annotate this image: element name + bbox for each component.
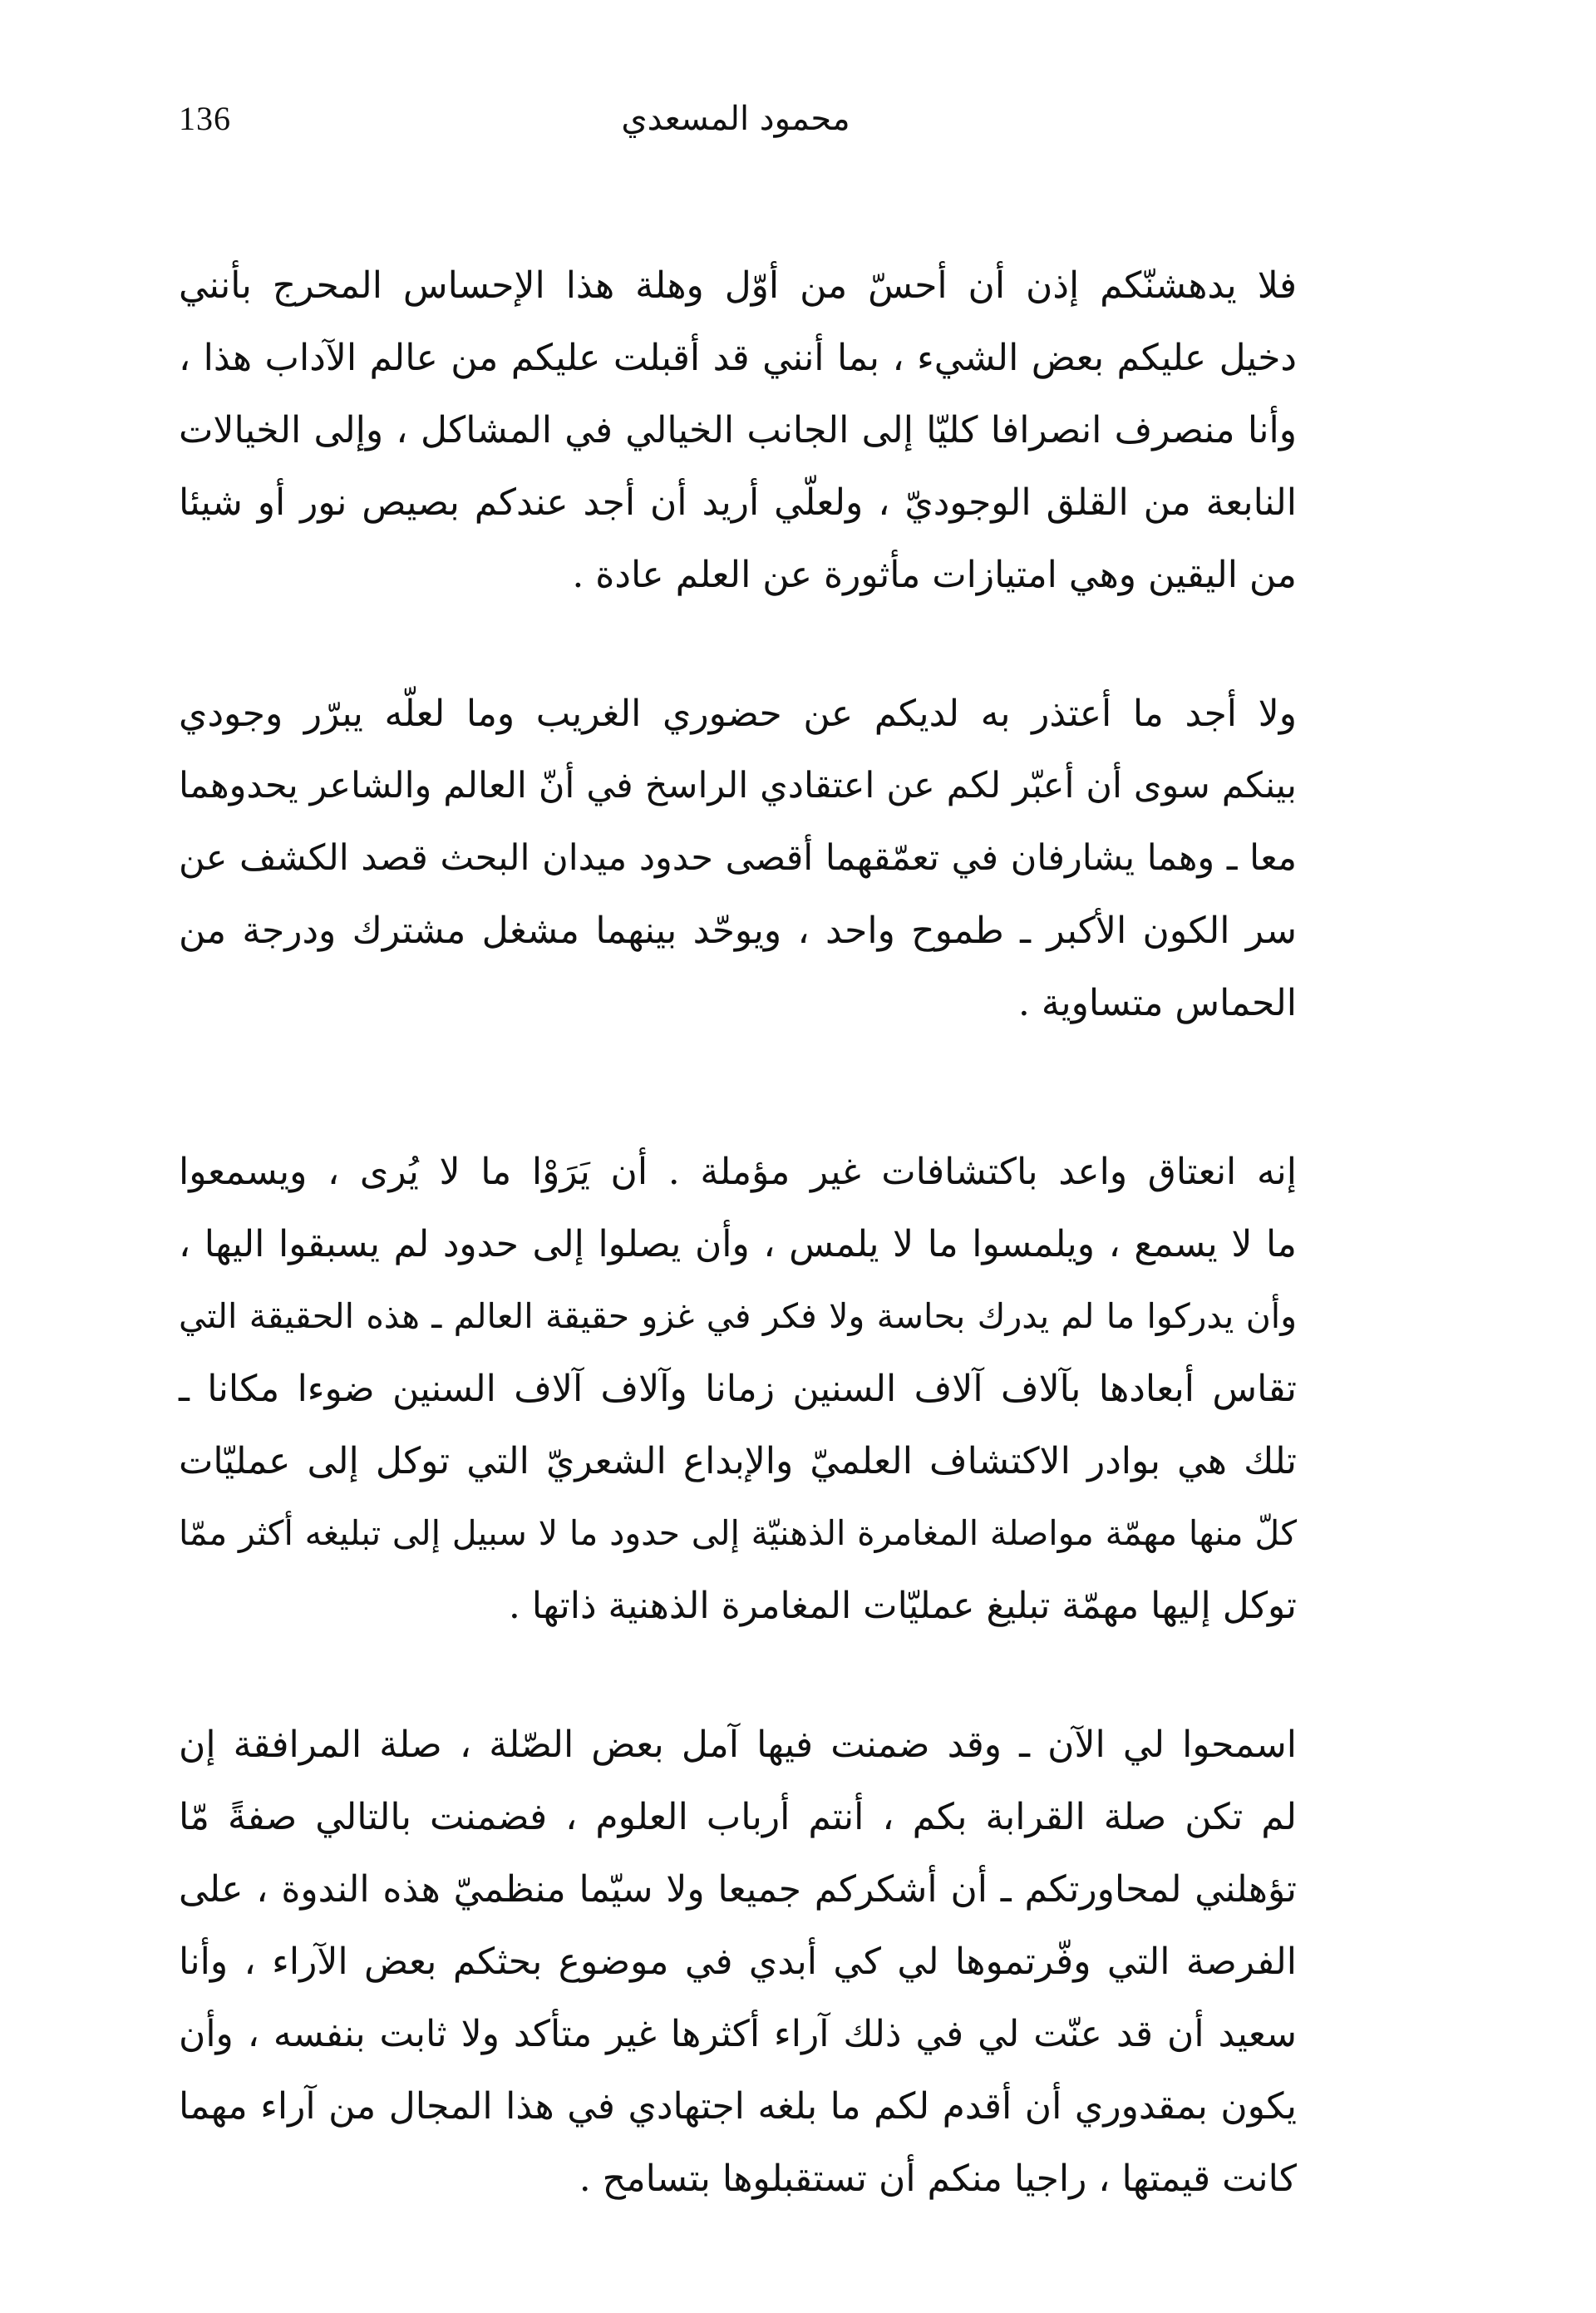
text-line: ولا أجد ما أعتذر به لديكم عن حضوري الغريب وما لعلّه يبرّر وجودي	[179, 693, 1297, 735]
paragraph-1	[179, 249, 1297, 611]
text-line: فلا يدهشنّكم إذن أن أحسّ من أوّل وهلة هذا الإحساس المحرج بأنني	[179, 264, 1297, 307]
text-line: إنه انعتاق واعد باكتشافات غير مؤملة . أن يَرَوْا ما لا يُرى ، ويسمعوا	[179, 1151, 1297, 1193]
running-head-author: محمود المسعدي	[621, 100, 850, 138]
text-line: دخيل عليكم بعض الشيء ، بما أنني قد أقبلت عليكم من عالم الآداب هذا ،	[179, 337, 1297, 379]
text-line: تلك هي بوادر الاكتشاف العلميّ والإبداع الشعريّ التي توكل إلى عمليّات	[179, 1440, 1298, 1482]
text-line: تقاس أبعادها بآلاف آلاف السنين زمانا وآلاف آلاف السنين ضوءا مكانا ـ	[179, 1368, 1297, 1410]
body-text	[179, 249, 1297, 2215]
text-line: توكل إليها مهمّة تبليغ عمليّات المغامرة الذهنية ذاتها .	[508, 1585, 1297, 1627]
text-line: النابعة من القلق الوجوديّ ، ولعلّي أريد أن أجد عندكم بصيص نور أو شيئا	[179, 481, 1297, 524]
text-line: اسمحوا لي الآن ـ وقد ضمنت فيها آمل بعض الصّلة ، صلة المرافقة إن	[179, 1724, 1297, 1766]
text-line: بينكم سوى أن أعبّر لكم عن اعتقادي الراسخ في أنّ العالم والشاعر يحدوهما	[179, 765, 1297, 806]
text-line: الفرصة التي وفّرتموها لي كي أبدي في موضوع بحثكم بعض الآراء ، وأنا	[179, 1941, 1297, 1983]
text-line: لم تكن صلة القرابة بكم ، أنتم أرباب العلوم ، فضمنت بالتالي صفةً مّا	[179, 1796, 1297, 1838]
text-line: معا ـ وهما يشارفان في تعمّقهما أقصى حدود ميدان البحث قصد الكشف عن	[179, 837, 1297, 879]
text-line: سر الكون الأكبر ـ طموح واحد ، ويوحّد بينهما مشغل مشترك ودرجة من	[179, 910, 1297, 952]
text-line: كلّ منها مهمّة مواصلة المغامرة الذهنيّة إلى حدود ما لا سبيل إلى تبليغه أكثر ممّا	[179, 1513, 1297, 1553]
text-line: كانت قيمتها ، راجيا منكم أن تستقبلوها بتسامح .	[579, 2158, 1297, 2200]
text-line: وأنا منصرف انصرافا كليّا إلى الجانب الخيالي في المشاكل ، وإلى الخيالات	[179, 409, 1297, 451]
page-number: 136	[179, 100, 231, 137]
text-line: الحماس متساوية .	[1017, 982, 1297, 1024]
text-line: وأن يدركوا ما لم يدرك بحاسة ولا فكر في غزو حقيقة العالم ـ هذه الحقيقة التي	[179, 1296, 1297, 1336]
paragraph-2	[179, 678, 1297, 1039]
text-line: ما لا يسمع ، ويلمسوا ما لا يلمس ، وأن يصلوا إلى حدود لم يسبقوا اليها ،	[179, 1223, 1297, 1265]
text-line: يكون بمقدوري أن أقدم لكم ما بلغه اجتهادي في هذا المجال من آراء مهما	[179, 2085, 1297, 2128]
text-line: سعيد أن قد عنّت لي في ذلك آراء أكثرها غير متأكد ولا ثابت بنفسه ، وأن	[179, 2013, 1297, 2055]
paragraph-4	[179, 1709, 1297, 2215]
paragraph-3	[179, 1136, 1297, 1642]
running-head	[179, 90, 1293, 148]
text-line: من اليقين وهي امتيازات مأثورة عن العلم عادة .	[572, 554, 1297, 596]
text-line: تؤهلني لمحاورتكم ـ أن أشكركم جميعا ولا سيّما منظميّ هذه الندوة ، على	[179, 1868, 1297, 1911]
